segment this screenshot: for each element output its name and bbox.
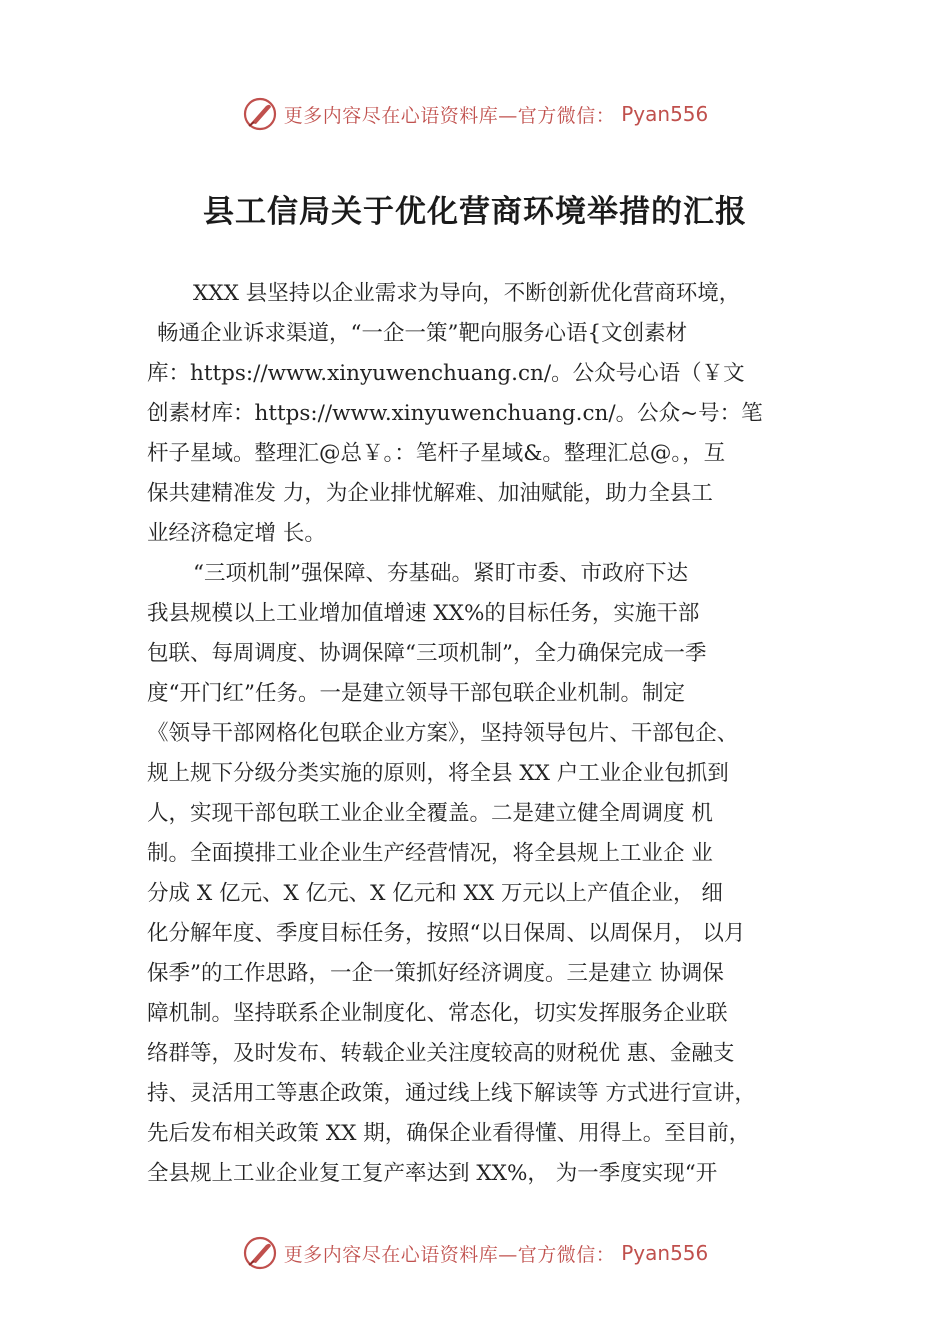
header-watermark-banner bbox=[0, 92, 950, 136]
body-line: 杆子星域。整理汇@总￥。：笔杆子星域&。整理汇总@。，互 bbox=[147, 441, 726, 466]
body-line: 障机制。坚持联系企业制度化、常态化，切实发挥服务企业联 bbox=[147, 1001, 728, 1026]
quill-pen-icon bbox=[242, 96, 278, 132]
body-line: 保季”的工作思路，一企一策抓好经济调度。三是建立 协调保 bbox=[147, 961, 724, 986]
banner-text: 更多内容尽在心语资料库—官方微信： bbox=[283, 1243, 616, 1266]
body-line: 库：https://www.xinyuwenchuang.cn/。公众号心语（￥文 bbox=[147, 361, 745, 386]
banner-text: 更多内容尽在心语资料库—官方微信： bbox=[283, 104, 616, 127]
body-line: 制。全面摸排工业企业生产经营情况，将全县规上工业企 业 bbox=[147, 841, 713, 866]
document-body bbox=[147, 274, 837, 1194]
body-line: 分成 X 亿元、X 亿元、X 亿元和 XX 万元以上产值企业， 细 bbox=[147, 881, 723, 906]
body-line: 业经济稳定增 长。 bbox=[147, 521, 326, 546]
body-line: 先后发布相关政策 XX 期，确保企业看得懂、用得上。至目前， bbox=[147, 1121, 751, 1146]
document-title: 县工信局关于优化营商环境举措的汇报 bbox=[203, 194, 747, 230]
footer-watermark-banner bbox=[0, 1231, 950, 1275]
body-line: 度“开门红”任务。一是建立领导干部包联企业机制。制定 bbox=[147, 681, 685, 706]
banner-wechat-id: Pyan556 bbox=[621, 1241, 709, 1265]
body-line: 全县规上工业企业复工复产率达到 XX%， 为一季度实现“开 bbox=[147, 1161, 718, 1186]
body-line: 《领导干部网格化包联企业方案》，坚持领导包片、干部包企、 bbox=[147, 721, 739, 746]
body-line: 畅通企业诉求渠道，“一企一策”靶向服务心语{文创素材 bbox=[157, 321, 688, 346]
body-line: “三项机制”强保障、夯基础。紧盯市委、市政府下达 bbox=[193, 561, 688, 586]
body-line: 创素材库：https://www.xinyuwenchuang.cn/。公众~号：笔 bbox=[147, 401, 763, 426]
quill-pen-icon bbox=[242, 1235, 278, 1271]
body-line: 化分解年度、季度目标任务，按照“以日保周、以周保月， 以月 bbox=[147, 921, 746, 946]
body-line: 络群等，及时发布、转载企业关注度较高的财税优 惠、金融支 bbox=[147, 1041, 735, 1066]
body-line: XXX 县坚持以企业需求为导向，不断创新优化营商环境， bbox=[193, 281, 741, 306]
body-line: 包联、每周调度、协调保障“三项机制”，全力确保完成一季 bbox=[147, 641, 707, 666]
body-line: 人，实现干部包联工业企业全覆盖。二是建立健全周调度 机 bbox=[147, 801, 713, 826]
body-line: 规上规下分级分类实施的原则，将全县 XX 户工业企业包抓到 bbox=[147, 761, 729, 786]
body-line: 我县规模以上工业增加值增速 XX%的目标任务，实施干部 bbox=[147, 601, 700, 626]
banner-wechat-id: Pyan556 bbox=[621, 102, 709, 126]
body-line: 保共建精准发 力，为企业排忧解难、加油赋能，助力全县工 bbox=[147, 481, 713, 506]
body-line: 持、灵活用工等惠企政策，通过线上线下解读等 方式进行宣讲， bbox=[147, 1081, 756, 1106]
